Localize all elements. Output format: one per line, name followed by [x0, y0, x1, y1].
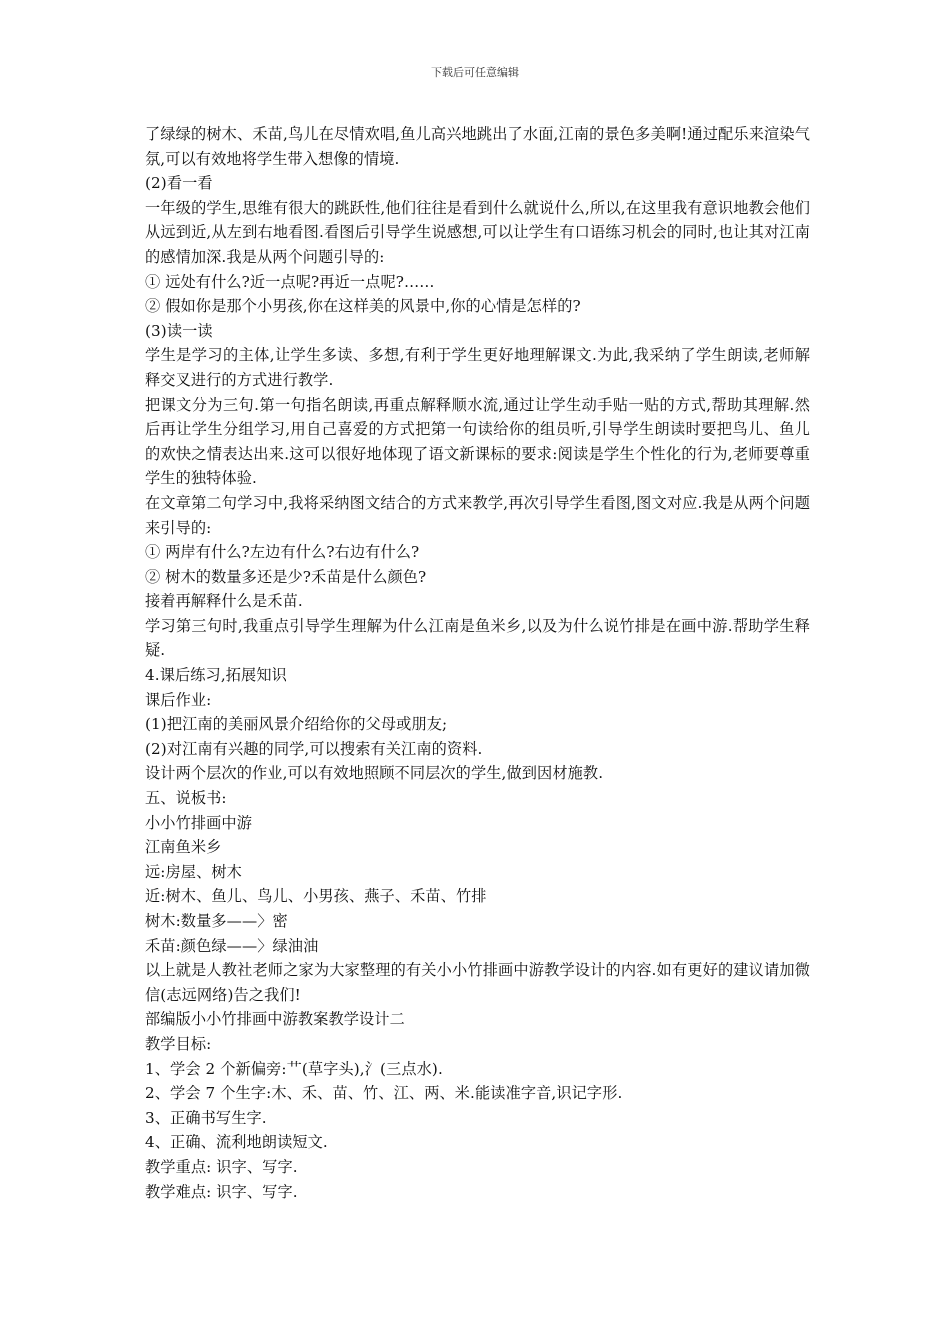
- board-line: 树木:数量多——〉密: [145, 912, 288, 930]
- page-header: 下载后可任意编辑: [431, 66, 519, 79]
- section-heading: 4.课后练习,拓展知识: [145, 666, 287, 685]
- paragraph: 设计两个层次的作业,可以有效地照顾不同层次的学生,做到因材施教.: [145, 764, 604, 783]
- list-item: 3、正确书写生字.: [145, 1108, 267, 1127]
- board-line: 近:树木、鱼儿、鸟儿、小男孩、燕子、禾苗、竹排: [145, 887, 487, 906]
- list-item: (1)把江南的美丽风景介绍给你的父母或朋友;: [145, 715, 448, 734]
- list-item: ① 远处有什么?近一点呢?再近一点呢?……: [145, 272, 435, 291]
- section-heading: (2)看一看: [145, 174, 213, 193]
- paragraph: 课后作业:: [145, 690, 212, 709]
- paragraph: 教学重点: 识字、写字.: [145, 1157, 298, 1176]
- paragraph: 在文章第二句学习中,我将采纳图文结合的方式来教学,再次引导学生看图,图文对应.我是从两个问题来引导的:: [145, 493, 810, 537]
- board-line: 江南鱼米乡: [145, 838, 222, 857]
- section-heading: 教学目标:: [145, 1034, 212, 1053]
- document-body: [145, 122, 810, 1204]
- section-title: 部编版小小竹排画中游教案教学设计二: [145, 1010, 405, 1029]
- list-item: 1、学会 2 个新偏旁:艹(草字头),氵(三点水).: [145, 1059, 443, 1078]
- list-item: ② 假如你是那个小男孩,你在这样美的风景中,你的心情是怎样的?: [145, 297, 581, 316]
- list-item: ① 两岸有什么?左边有什么?右边有什么?: [145, 543, 420, 562]
- list-item: (2)对江南有兴趣的同学,可以搜索有关江南的资料.: [145, 739, 483, 758]
- section-heading: (3)读一读: [145, 321, 213, 340]
- paragraph: 一年级的学生,思维有很大的跳跃性,他们往往是看到什么就说什么,所以,在这里我有意识地教会他们从远到近,从左到右地看图.看图后引导学生说感想,可以让学生有口语练习机会的同时,也让其对江南的感情加深.我是从两个问题引导的:: [145, 198, 810, 266]
- list-item: 2、学会 7 个生字:木、禾、苗、竹、江、两、米.能读准字音,识记字形.: [145, 1084, 623, 1103]
- paragraph: 了绿绿的树木、禾苗,鸟儿在尽情欢唱,鱼儿高兴地跳出了水面,江南的景色多美啊!通过配乐来渲染气氛,可以有效地将学生带入想像的情境.: [145, 125, 810, 168]
- paragraph: 把课文分为三句.第一句指名朗读,再重点解释顺水流,通过让学生动手贴一贴的方式,帮助其理解.然后再让学生分组学习,用自己喜爱的方式把第一句读给你的组员听,引导学生朗读时要把鸟儿、鱼儿的欢快之情表达出来.这可以很好地体现了语文新课标的要求:阅读是学生个性化的行为,老师要尊重学生的独特体验.: [145, 395, 810, 488]
- paragraph: 接着再解释什么是禾苗.: [145, 592, 303, 611]
- paragraph: 学习第三句时,我重点引导学生理解为什么江南是鱼米乡,以及为什么说竹排是在画中游.帮助学生释疑.: [145, 616, 810, 660]
- board-line: 远:房屋、树木: [145, 862, 242, 881]
- paragraph: 教学难点: 识字、写字.: [145, 1182, 298, 1201]
- paragraph: 以上就是人教社老师之家为大家整理的有关小小竹排画中游教学设计的内容.如有更好的建议请加微信(志远网络)告之我们!: [145, 961, 810, 1004]
- list-item: ② 树木的数量多还是少?禾苗是什么颜色?: [145, 567, 427, 586]
- board-line: 小小竹排画中游: [145, 813, 253, 832]
- board-line: 禾苗:颜色绿——〉绿油油: [145, 936, 319, 955]
- paragraph: 学生是学习的主体,让学生多读、多想,有利于学生更好地理解课文.为此,我采纳了学生朗读,老师解释交叉进行的方式进行教学.: [145, 346, 810, 389]
- section-heading: 五、说板书:: [145, 789, 227, 808]
- list-item: 4、正确、流利地朗读短文.: [145, 1133, 328, 1152]
